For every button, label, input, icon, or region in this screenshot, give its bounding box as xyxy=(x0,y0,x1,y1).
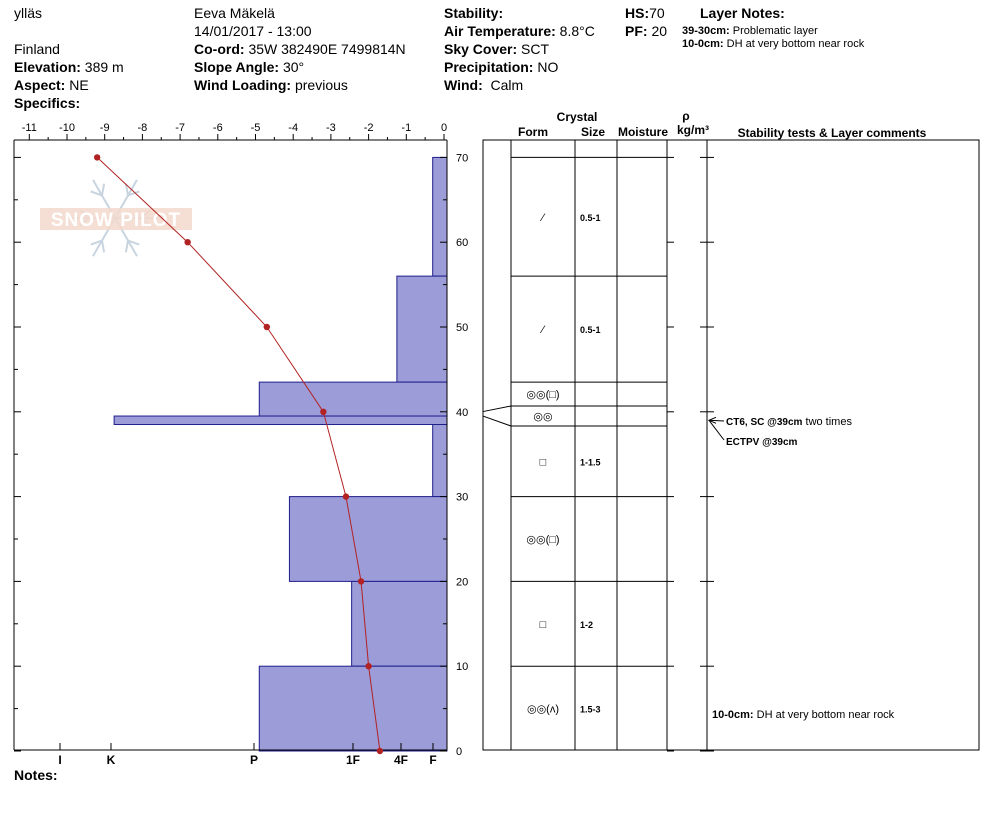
x-tick-label: -1 xyxy=(401,122,412,134)
crystal-form: □ xyxy=(539,618,547,631)
snowpilot-logo xyxy=(40,180,192,256)
x-tick-label: -6 xyxy=(212,122,223,134)
hardness-bar xyxy=(259,666,447,751)
header-crystal: Crystal xyxy=(556,110,598,124)
layer-connector xyxy=(483,406,511,412)
datetime: 14/01/2017 - 13:00 xyxy=(194,23,312,39)
temperature-point xyxy=(94,154,100,160)
hardness-label: I xyxy=(58,753,62,767)
y-tick-label: 40 xyxy=(456,406,469,419)
y-tick-label: 70 xyxy=(456,152,469,165)
y-tick-label: 60 xyxy=(456,237,469,250)
y-tick-label: 50 xyxy=(456,322,469,334)
aspect: Aspect: NE xyxy=(14,77,89,93)
snow-height: HS:70 xyxy=(625,5,665,21)
wind-loading: Wind Loading: previous xyxy=(194,77,348,93)
snowflake-branch xyxy=(102,241,104,253)
hardness-label: K xyxy=(106,753,116,767)
x-tick-label: -5 xyxy=(250,122,261,134)
notes-label: Notes: xyxy=(14,767,58,783)
crystal-form: □ xyxy=(539,456,547,469)
slope-angle: Slope Angle: 30° xyxy=(194,59,305,75)
x-tick-label: -2 xyxy=(363,122,374,134)
x-tick-label: -11 xyxy=(21,122,37,134)
penetration-foot: PF: 20 xyxy=(625,23,668,39)
header-rho: ρ xyxy=(682,109,690,123)
logo-text: SNOW PILOT xyxy=(50,210,182,231)
header-size: Size xyxy=(580,125,606,139)
hardness-bar xyxy=(397,276,447,382)
header-form: Form xyxy=(518,125,548,139)
precipitation: Precipitation: NO xyxy=(444,59,559,75)
temperature-point xyxy=(343,493,349,499)
x-tick-label: -10 xyxy=(59,122,75,134)
y-tick-label: 20 xyxy=(456,576,469,589)
hardness-label: 4F xyxy=(393,753,409,767)
temperature-point xyxy=(377,748,383,754)
x-tick-label: -3 xyxy=(326,122,336,134)
stability-test: CT6, SC @39cm two times xyxy=(726,416,852,428)
hardness-bar xyxy=(433,425,447,497)
x-tick-label: -9 xyxy=(99,122,110,134)
wind: Wind: Calm xyxy=(444,77,524,93)
layer-note: 39-30cm: Problematic layer xyxy=(682,25,818,37)
y-tick-label: 30 xyxy=(456,491,469,504)
hardness-bar xyxy=(289,497,447,582)
crystal-form: ◎◎(□) xyxy=(526,534,560,546)
comment-pointer xyxy=(709,420,724,440)
air-temperature: Air Temperature: 8.8°C xyxy=(444,23,595,39)
temperature-point xyxy=(184,239,190,245)
temperature-point xyxy=(358,578,364,584)
hardness-bar xyxy=(433,157,447,276)
location: ylläs xyxy=(14,5,43,21)
hardness-label: 1F xyxy=(345,753,361,767)
x-tick-label: -4 xyxy=(288,122,299,134)
temperature-line xyxy=(97,157,380,751)
layer-notes-title: Layer Notes: xyxy=(700,5,785,21)
crystal-size: 1-1.5 xyxy=(580,457,601,468)
hardness-bar xyxy=(259,382,447,416)
header-moisture: Moisture xyxy=(617,125,669,139)
layer-note: 10-0cm: DH at very bottom near rock xyxy=(682,38,865,50)
hardness-bar xyxy=(352,581,447,666)
header-density: kg/m³ xyxy=(676,123,710,137)
stability: Stability: xyxy=(444,5,504,21)
x-tick-label: -7 xyxy=(175,122,185,134)
crystal-form: ⁄ xyxy=(542,324,544,337)
crystal-size: 0.5-1 xyxy=(580,325,601,336)
hardness-bar xyxy=(114,416,447,424)
hardness-label: F xyxy=(429,753,437,767)
crystal-form: ◎◎(ʌ) xyxy=(526,703,560,716)
crystal-form: ◎◎(□) xyxy=(526,389,560,402)
crystal-form: ◎◎ xyxy=(533,411,553,423)
layer-comment: 10-0cm: DH at very bottom near rock xyxy=(712,709,895,721)
crystal-form: ⁄ xyxy=(542,211,544,224)
elevation: Elevation: 389 m xyxy=(14,59,124,75)
country: Finland xyxy=(14,41,60,57)
temperature-point xyxy=(264,324,270,330)
x-tick-label: -8 xyxy=(137,122,148,134)
crystal-size: 1-2 xyxy=(580,619,594,630)
hardness-label: P xyxy=(249,753,259,767)
layer-connector xyxy=(483,416,511,426)
temperature-point xyxy=(320,409,326,415)
crystal-size: 0.5-1 xyxy=(580,212,601,223)
header-stability: Stability tests & Layer comments xyxy=(737,126,927,140)
coordinates: Co-ord: 35W 382490E 7499814N xyxy=(194,41,406,57)
specifics: Specifics: xyxy=(14,95,81,111)
x-tick-label: 0 xyxy=(440,122,448,134)
sky-cover: Sky Cover: SCT xyxy=(444,41,550,57)
y-tick-label: 0 xyxy=(456,746,463,758)
snowflake-branch xyxy=(102,184,104,196)
stability-test: ECTPV @39cm xyxy=(726,437,798,448)
crystal-size: 1.5-3 xyxy=(580,704,601,715)
temperature-point xyxy=(365,663,371,669)
observer: Eeva Mäkelä xyxy=(194,5,275,21)
snowflake-branch xyxy=(126,241,128,253)
y-tick-label: 10 xyxy=(456,661,469,674)
